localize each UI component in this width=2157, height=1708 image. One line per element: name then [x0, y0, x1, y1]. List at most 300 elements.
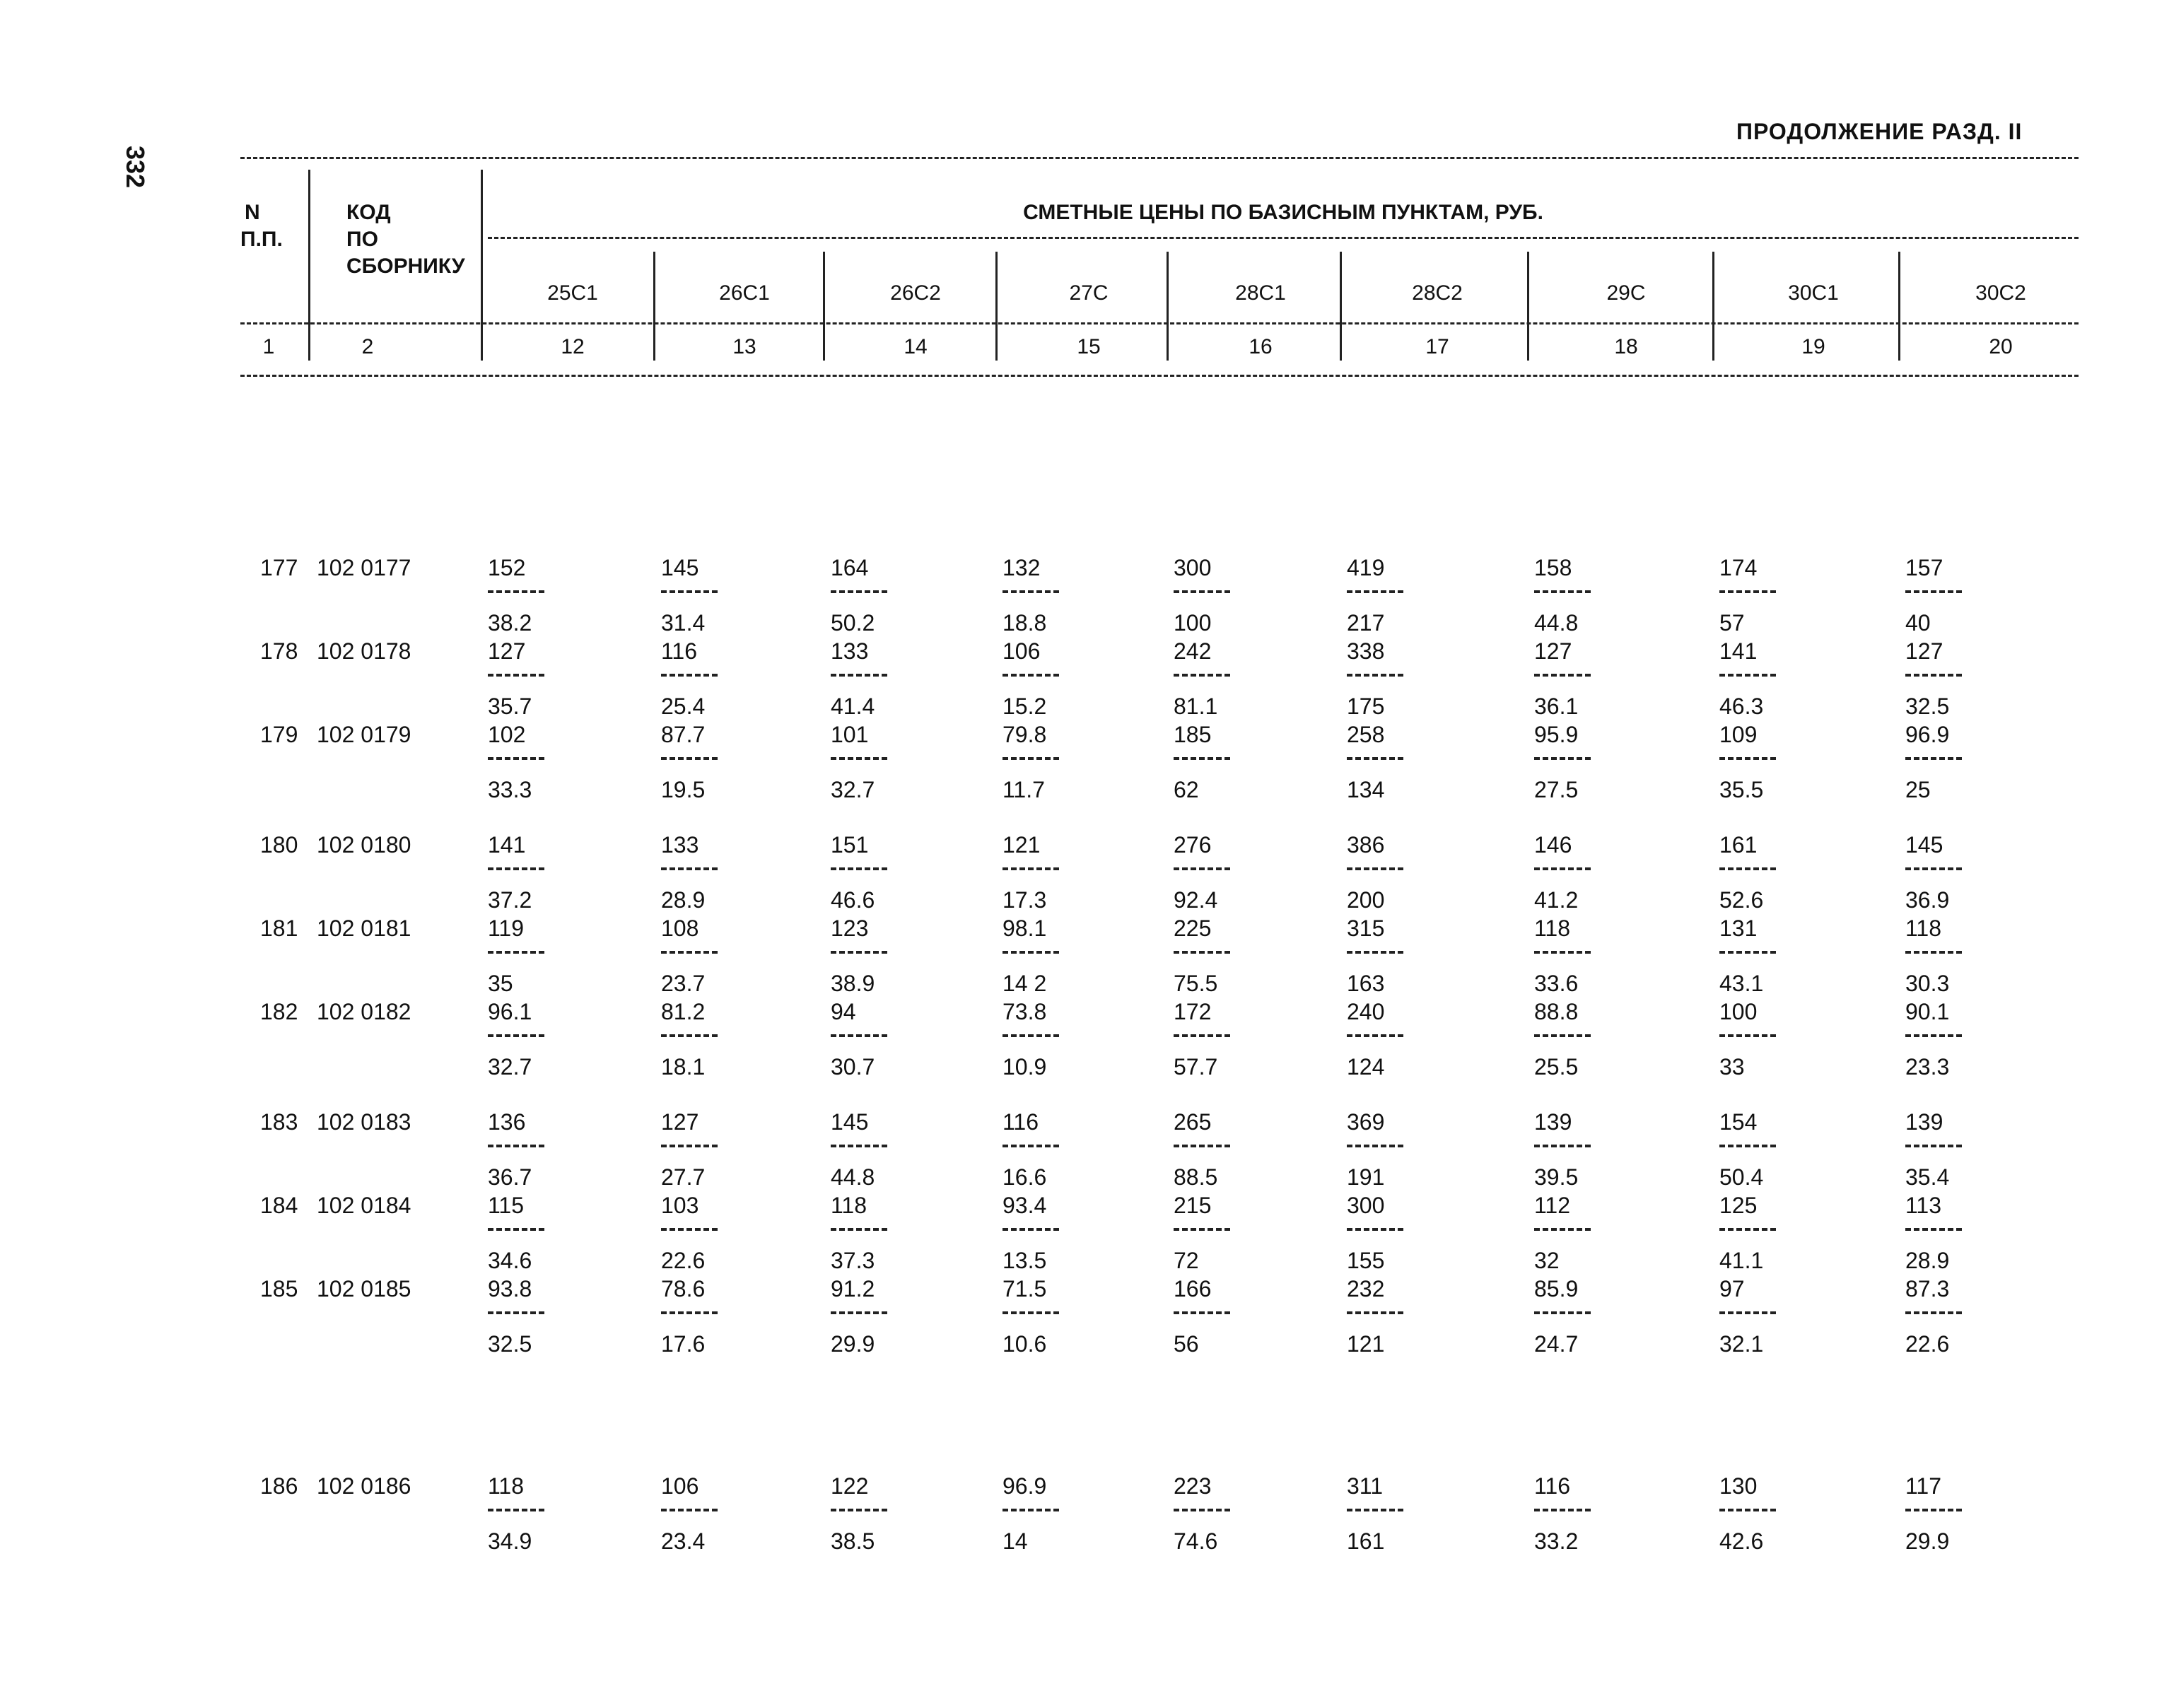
- price-denominator: 35.4: [1905, 1164, 1950, 1190]
- price-column-separator: [823, 252, 825, 361]
- fraction-bar: [488, 1228, 544, 1231]
- price-numerator: 102: [488, 722, 526, 747]
- price-numerator: 133: [661, 832, 699, 858]
- fraction-bar: [1002, 1509, 1059, 1511]
- price-denominator: 100: [1174, 610, 1212, 636]
- price-denominator: 175: [1347, 694, 1385, 719]
- price-column-header: 26С2: [890, 281, 941, 305]
- fraction-bar: [1002, 1228, 1059, 1231]
- price-denominator: 75.5: [1174, 971, 1218, 996]
- price-numerator: 93.4: [1002, 1193, 1047, 1218]
- continuation-note: ПРОДОЛЖЕНИЕ РАЗД. II: [1736, 119, 2023, 144]
- price-numerator: 300: [1347, 1193, 1385, 1218]
- price-numerator: 93.8: [488, 1276, 532, 1302]
- price-denominator: 33.3: [488, 777, 532, 802]
- price-denominator: 44.8: [831, 1164, 875, 1190]
- price-numerator: 96.9: [1905, 722, 1950, 747]
- price-denominator: 10.6: [1002, 1331, 1047, 1357]
- price-denominator: 43.1: [1719, 971, 1764, 996]
- price-numerator: 338: [1347, 638, 1385, 664]
- price-numerator: 151: [831, 832, 869, 858]
- price-column-index: 12: [561, 335, 585, 358]
- fraction-bar: [1905, 674, 1962, 677]
- fraction-bar: [488, 1034, 544, 1037]
- fraction-bar: [1347, 1145, 1403, 1147]
- row-number: 182: [260, 999, 298, 1024]
- price-numerator: 101: [831, 722, 869, 747]
- price-numerator: 232: [1347, 1276, 1385, 1302]
- price-numerator: 133: [831, 638, 869, 664]
- price-denominator: 30.3: [1905, 971, 1950, 996]
- price-numerator: 88.8: [1534, 999, 1579, 1024]
- price-denominator: 36.7: [488, 1164, 532, 1190]
- index-code: 2: [361, 335, 374, 358]
- price-denominator: 32.1: [1719, 1331, 1764, 1357]
- price-denominator: 50.2: [831, 610, 875, 636]
- price-column-header: 28С1: [1235, 281, 1286, 305]
- price-denominator: 34.6: [488, 1248, 532, 1273]
- fraction-bar: [831, 590, 887, 593]
- price-numerator: 116: [1534, 1473, 1571, 1499]
- price-numerator: 106: [1002, 638, 1041, 664]
- header-code-line3: СБОРНИКУ: [346, 255, 465, 278]
- price-numerator: 115: [488, 1193, 525, 1218]
- fraction-bar: [831, 674, 887, 677]
- price-denominator: 35.7: [488, 694, 532, 719]
- price-denominator: 33.2: [1534, 1528, 1579, 1554]
- row-code: 102 0182: [317, 999, 411, 1024]
- price-numerator: 130: [1719, 1473, 1758, 1499]
- fraction-bar: [1534, 757, 1591, 760]
- fraction-bar: [1905, 1509, 1962, 1511]
- price-denominator: 38.9: [831, 971, 875, 996]
- fraction-bar: [1719, 1509, 1776, 1511]
- fraction-bar: [1905, 1311, 1962, 1314]
- price-denominator: 163: [1347, 971, 1385, 996]
- price-numerator: 117: [1905, 1473, 1942, 1499]
- price-denominator: 33: [1719, 1054, 1745, 1080]
- row-number: 181: [260, 916, 298, 941]
- price-numerator: 100: [1719, 999, 1758, 1024]
- fraction-bar: [1002, 1311, 1059, 1314]
- separator-code-prices: [481, 170, 483, 361]
- price-denominator: 42.6: [1719, 1528, 1764, 1554]
- price-numerator: 145: [831, 1109, 869, 1135]
- price-denominator: 191: [1347, 1164, 1385, 1190]
- price-denominator: 22.6: [661, 1248, 706, 1273]
- price-denominator: 46.3: [1719, 694, 1764, 719]
- fraction-bar: [1002, 1034, 1059, 1037]
- row-number: 178: [260, 638, 298, 664]
- fraction-bar: [831, 757, 887, 760]
- price-denominator: 27.7: [661, 1164, 706, 1190]
- price-group-title: СМЕТНЫЕ ЦЕНЫ ПО БАЗИСНЫМ ПУНКТАМ, РУБ.: [1023, 201, 1543, 224]
- price-numerator: 108: [661, 916, 699, 941]
- price-column-separator: [1167, 252, 1169, 361]
- price-denominator: 18.8: [1002, 610, 1047, 636]
- fraction-bar: [1174, 1145, 1230, 1147]
- price-denominator: 31.4: [661, 610, 706, 636]
- price-numerator: 85.9: [1534, 1276, 1579, 1302]
- fraction-bar: [1719, 1311, 1776, 1314]
- price-denominator: 25.5: [1534, 1054, 1579, 1080]
- fraction-bar: [661, 590, 718, 593]
- row-number: 177: [260, 555, 298, 580]
- fraction-bar: [831, 1034, 887, 1037]
- price-numerator: 122: [831, 1473, 869, 1499]
- price-numerator: 164: [831, 555, 869, 580]
- fraction-bar: [1347, 1509, 1403, 1511]
- fraction-bar: [661, 1034, 718, 1037]
- price-numerator: 315: [1347, 916, 1385, 941]
- row-code: 102 0184: [317, 1193, 411, 1218]
- price-denominator: 37.3: [831, 1248, 875, 1273]
- price-column-separator: [653, 252, 655, 361]
- price-denominator: 34.9: [488, 1528, 532, 1554]
- price-numerator: 71.5: [1002, 1276, 1047, 1302]
- price-denominator: 62: [1174, 777, 1199, 802]
- price-numerator: 109: [1719, 722, 1758, 747]
- price-numerator: 123: [831, 916, 869, 941]
- price-denominator: 22.6: [1905, 1331, 1950, 1357]
- fraction-bar: [488, 757, 544, 760]
- fraction-bar: [1534, 1228, 1591, 1231]
- row-number: 186: [260, 1473, 298, 1499]
- price-numerator: 131: [1719, 916, 1758, 941]
- price-denominator: 92.4: [1174, 887, 1218, 913]
- fraction-bar: [488, 867, 544, 870]
- price-denominator: 32: [1534, 1248, 1560, 1273]
- header-code-line1: КОД: [346, 201, 391, 224]
- price-numerator: 141: [1719, 638, 1758, 664]
- price-denominator: 23.3: [1905, 1054, 1950, 1080]
- price-numerator: 157: [1905, 555, 1943, 580]
- price-denominator: 41.1: [1719, 1248, 1764, 1273]
- price-denominator: 121: [1347, 1331, 1385, 1357]
- fraction-bar: [661, 1228, 718, 1231]
- fraction-bar: [1534, 1509, 1591, 1511]
- fraction-bar: [1174, 1509, 1230, 1511]
- price-column-header: 25С1: [547, 281, 598, 305]
- price-denominator: 24.7: [1534, 1331, 1579, 1357]
- price-denominator: 27.5: [1534, 777, 1579, 802]
- price-denominator: 217: [1347, 610, 1385, 636]
- price-denominator: 32.5: [1905, 694, 1950, 719]
- row-code: 102 0179: [317, 722, 411, 747]
- price-denominator: 32.7: [488, 1054, 532, 1080]
- fraction-bar: [831, 1228, 887, 1231]
- fraction-bar: [488, 674, 544, 677]
- fraction-bar: [1905, 1145, 1962, 1147]
- price-column-header: 30С1: [1788, 281, 1839, 305]
- price-numerator: 87.3: [1905, 1276, 1950, 1302]
- fraction-bar: [1719, 590, 1776, 593]
- header-num-line1: N: [245, 201, 260, 224]
- price-column-index: 18: [1614, 335, 1638, 358]
- price-numerator: 98.1: [1002, 916, 1047, 941]
- row-code: 102 0183: [317, 1109, 411, 1135]
- price-numerator: 116: [1002, 1109, 1039, 1135]
- price-denominator: 41.2: [1534, 887, 1579, 913]
- price-denominator: 134: [1347, 777, 1385, 802]
- fraction-bar: [661, 1509, 718, 1511]
- price-column-separator: [995, 252, 998, 361]
- fraction-bar: [831, 1509, 887, 1511]
- fraction-bar: [1534, 1145, 1591, 1147]
- price-numerator: 118: [1905, 916, 1942, 941]
- price-numerator: 79.8: [1002, 722, 1047, 747]
- price-numerator: 141: [488, 832, 526, 858]
- fraction-bar: [488, 951, 544, 954]
- fraction-bar: [1347, 867, 1403, 870]
- fraction-bar: [1002, 757, 1059, 760]
- fraction-bar: [488, 590, 544, 593]
- price-numerator: 127: [1534, 638, 1572, 664]
- price-numerator: 166: [1174, 1276, 1212, 1302]
- fraction-bar: [1719, 867, 1776, 870]
- price-numerator: 158: [1534, 555, 1572, 580]
- price-column-header: 30С2: [1975, 281, 2026, 305]
- fraction-bar: [1002, 951, 1059, 954]
- price-numerator: 90.1: [1905, 999, 1950, 1024]
- fraction-bar: [1347, 1311, 1403, 1314]
- fraction-bar: [661, 674, 718, 677]
- price-numerator: 127: [1905, 638, 1943, 664]
- price-numerator: 386: [1347, 832, 1385, 858]
- fraction-bar: [488, 1145, 544, 1147]
- fraction-bar: [1347, 757, 1403, 760]
- price-column-index: 19: [1801, 335, 1825, 358]
- row-code: 102 0178: [317, 638, 411, 664]
- price-denominator: 41.4: [831, 694, 875, 719]
- price-denominator: 36.1: [1534, 694, 1579, 719]
- fraction-bar: [1002, 867, 1059, 870]
- fraction-bar: [661, 757, 718, 760]
- price-numerator: 145: [1905, 832, 1943, 858]
- price-column-header: 28С2: [1412, 281, 1463, 305]
- price-denominator: 38.2: [488, 610, 532, 636]
- price-numerator: 81.2: [661, 999, 706, 1024]
- price-numerator: 154: [1719, 1109, 1758, 1135]
- price-column-index: 17: [1425, 335, 1449, 358]
- price-denominator: 32.7: [831, 777, 875, 802]
- price-denominator: 35: [488, 971, 513, 996]
- index-num: 1: [262, 335, 275, 358]
- fraction-bar: [1905, 590, 1962, 593]
- fraction-bar: [1002, 1145, 1059, 1147]
- price-denominator: 38.5: [831, 1528, 875, 1554]
- fraction-bar: [1905, 757, 1962, 760]
- price-denominator: 155: [1347, 1248, 1385, 1273]
- price-numerator: 172: [1174, 999, 1212, 1024]
- fraction-bar: [1534, 674, 1591, 677]
- price-denominator: 23.4: [661, 1528, 706, 1554]
- price-denominator: 57.7: [1174, 1054, 1218, 1080]
- price-numerator: 94: [831, 999, 856, 1024]
- separator-num-code: [308, 170, 310, 361]
- price-numerator: 258: [1347, 722, 1385, 747]
- price-numerator: 106: [661, 1473, 699, 1499]
- header-num-line2: П.П.: [240, 228, 283, 251]
- header-bottom-rule: [240, 375, 2079, 377]
- price-denominator: 57: [1719, 610, 1745, 636]
- price-denominator: 10.9: [1002, 1054, 1047, 1080]
- fraction-bar: [1002, 674, 1059, 677]
- price-numerator: 225: [1174, 916, 1212, 941]
- price-numerator: 96.1: [488, 999, 532, 1024]
- price-denominator: 29.9: [831, 1331, 875, 1357]
- price-column-index: 20: [1989, 335, 2013, 358]
- price-denominator: 25: [1905, 777, 1931, 802]
- row-code: 102 0180: [317, 832, 411, 858]
- fraction-bar: [1534, 951, 1591, 954]
- price-denominator: 36.9: [1905, 887, 1950, 913]
- fraction-bar: [1719, 1034, 1776, 1037]
- fraction-bar: [1174, 1311, 1230, 1314]
- price-numerator: 121: [1002, 832, 1041, 858]
- fraction-bar: [661, 1311, 718, 1314]
- price-denominator: 28.9: [661, 887, 706, 913]
- price-denominator: 72: [1174, 1248, 1199, 1273]
- price-denominator: 50.4: [1719, 1164, 1764, 1190]
- fraction-bar: [1174, 674, 1230, 677]
- price-numerator: 118: [488, 1473, 525, 1499]
- price-numerator: 97: [1719, 1276, 1745, 1302]
- page-number: 332: [121, 146, 150, 189]
- price-denominator: 17.6: [661, 1331, 706, 1357]
- price-denominator: 46.6: [831, 887, 875, 913]
- fraction-bar: [1347, 951, 1403, 954]
- price-denominator: 35.5: [1719, 777, 1764, 802]
- fraction-bar: [1347, 590, 1403, 593]
- price-numerator: 265: [1174, 1109, 1212, 1135]
- price-denominator: 28.9: [1905, 1248, 1950, 1273]
- price-denominator: 32.5: [488, 1331, 532, 1357]
- price-column-index: 13: [732, 335, 756, 358]
- fraction-bar: [1905, 951, 1962, 954]
- fraction-bar: [831, 951, 887, 954]
- fraction-bar: [488, 1311, 544, 1314]
- header-top-rule: [240, 157, 2079, 159]
- price-denominator: 81.1: [1174, 694, 1218, 719]
- price-numerator: 146: [1534, 832, 1572, 858]
- price-denominator: 40: [1905, 610, 1931, 636]
- price-denominator: 14 2: [1002, 971, 1047, 996]
- fraction-bar: [1719, 1145, 1776, 1147]
- price-denominator: 23.7: [661, 971, 706, 996]
- fraction-bar: [1174, 757, 1230, 760]
- price-numerator: 132: [1002, 555, 1041, 580]
- price-numerator: 311: [1347, 1473, 1384, 1499]
- fraction-bar: [831, 867, 887, 870]
- price-denominator: 39.5: [1534, 1164, 1579, 1190]
- fraction-bar: [1905, 867, 1962, 870]
- price-denominator: 44.8: [1534, 610, 1579, 636]
- fraction-bar: [1174, 590, 1230, 593]
- row-code: 102 0185: [317, 1276, 411, 1302]
- price-numerator: 185: [1174, 722, 1212, 747]
- group-title-rule: [488, 237, 2079, 239]
- price-column-separator: [1898, 252, 1900, 361]
- fraction-bar: [661, 951, 718, 954]
- price-numerator: 118: [1534, 916, 1571, 941]
- fraction-bar: [1174, 951, 1230, 954]
- fraction-bar: [1347, 1228, 1403, 1231]
- price-column-separator: [1712, 252, 1714, 361]
- fraction-bar: [1905, 1034, 1962, 1037]
- price-denominator: 124: [1347, 1054, 1385, 1080]
- price-denominator: 29.9: [1905, 1528, 1950, 1554]
- fraction-bar: [1719, 674, 1776, 677]
- fraction-bar: [1347, 674, 1403, 677]
- fraction-bar: [1174, 867, 1230, 870]
- price-denominator: 11.7: [1002, 777, 1045, 802]
- price-numerator: 78.6: [661, 1276, 706, 1302]
- price-numerator: 118: [831, 1193, 867, 1218]
- price-denominator: 25.4: [661, 694, 706, 719]
- fraction-bar: [1174, 1034, 1230, 1037]
- row-number: 183: [260, 1109, 298, 1135]
- price-denominator: 30.7: [831, 1054, 875, 1080]
- price-denominator: 19.5: [661, 777, 706, 802]
- price-numerator: 87.7: [661, 722, 706, 747]
- fraction-bar: [1534, 1311, 1591, 1314]
- fraction-bar: [1534, 867, 1591, 870]
- row-number: 185: [260, 1276, 298, 1302]
- price-numerator: 91.2: [831, 1276, 875, 1302]
- row-code: 102 0177: [317, 555, 411, 580]
- price-denominator: 18.1: [661, 1054, 706, 1080]
- price-denominator: 88.5: [1174, 1164, 1218, 1190]
- fraction-bar: [1174, 1228, 1230, 1231]
- row-code: 102 0186: [317, 1473, 411, 1499]
- price-numerator: 127: [661, 1109, 699, 1135]
- price-numerator: 300: [1174, 555, 1212, 580]
- fraction-bar: [1534, 1034, 1591, 1037]
- price-column-header: 26С1: [719, 281, 770, 305]
- price-numerator: 103: [661, 1193, 699, 1218]
- price-column-separator: [1340, 252, 1342, 361]
- price-numerator: 419: [1347, 555, 1385, 580]
- fraction-bar: [831, 1145, 887, 1147]
- price-column-separator: [1527, 252, 1529, 361]
- price-numerator: 145: [661, 555, 699, 580]
- price-numerator: 161: [1719, 832, 1758, 858]
- fraction-bar: [831, 1311, 887, 1314]
- price-denominator: 74.6: [1174, 1528, 1218, 1554]
- price-numerator: 242: [1174, 638, 1212, 664]
- price-numerator: 95.9: [1534, 722, 1579, 747]
- price-numerator: 112: [1534, 1193, 1571, 1218]
- fraction-bar: [1719, 757, 1776, 760]
- price-denominator: 161: [1347, 1528, 1385, 1554]
- price-denominator: 200: [1347, 887, 1385, 913]
- header-mid-rule: [240, 322, 2079, 324]
- price-column-header: 29С: [1606, 281, 1646, 305]
- price-denominator: 33.6: [1534, 971, 1579, 996]
- price-numerator: 113: [1905, 1193, 1942, 1218]
- fraction-bar: [488, 1509, 544, 1511]
- header-code-line2: ПО: [346, 228, 378, 251]
- price-denominator: 14: [1002, 1528, 1028, 1554]
- price-numerator: 116: [661, 638, 698, 664]
- fraction-bar: [1719, 951, 1776, 954]
- price-numerator: 125: [1719, 1193, 1758, 1218]
- price-denominator: 56: [1174, 1331, 1199, 1357]
- row-number: 184: [260, 1193, 298, 1218]
- price-column-header: 27С: [1069, 281, 1109, 305]
- price-numerator: 240: [1347, 999, 1385, 1024]
